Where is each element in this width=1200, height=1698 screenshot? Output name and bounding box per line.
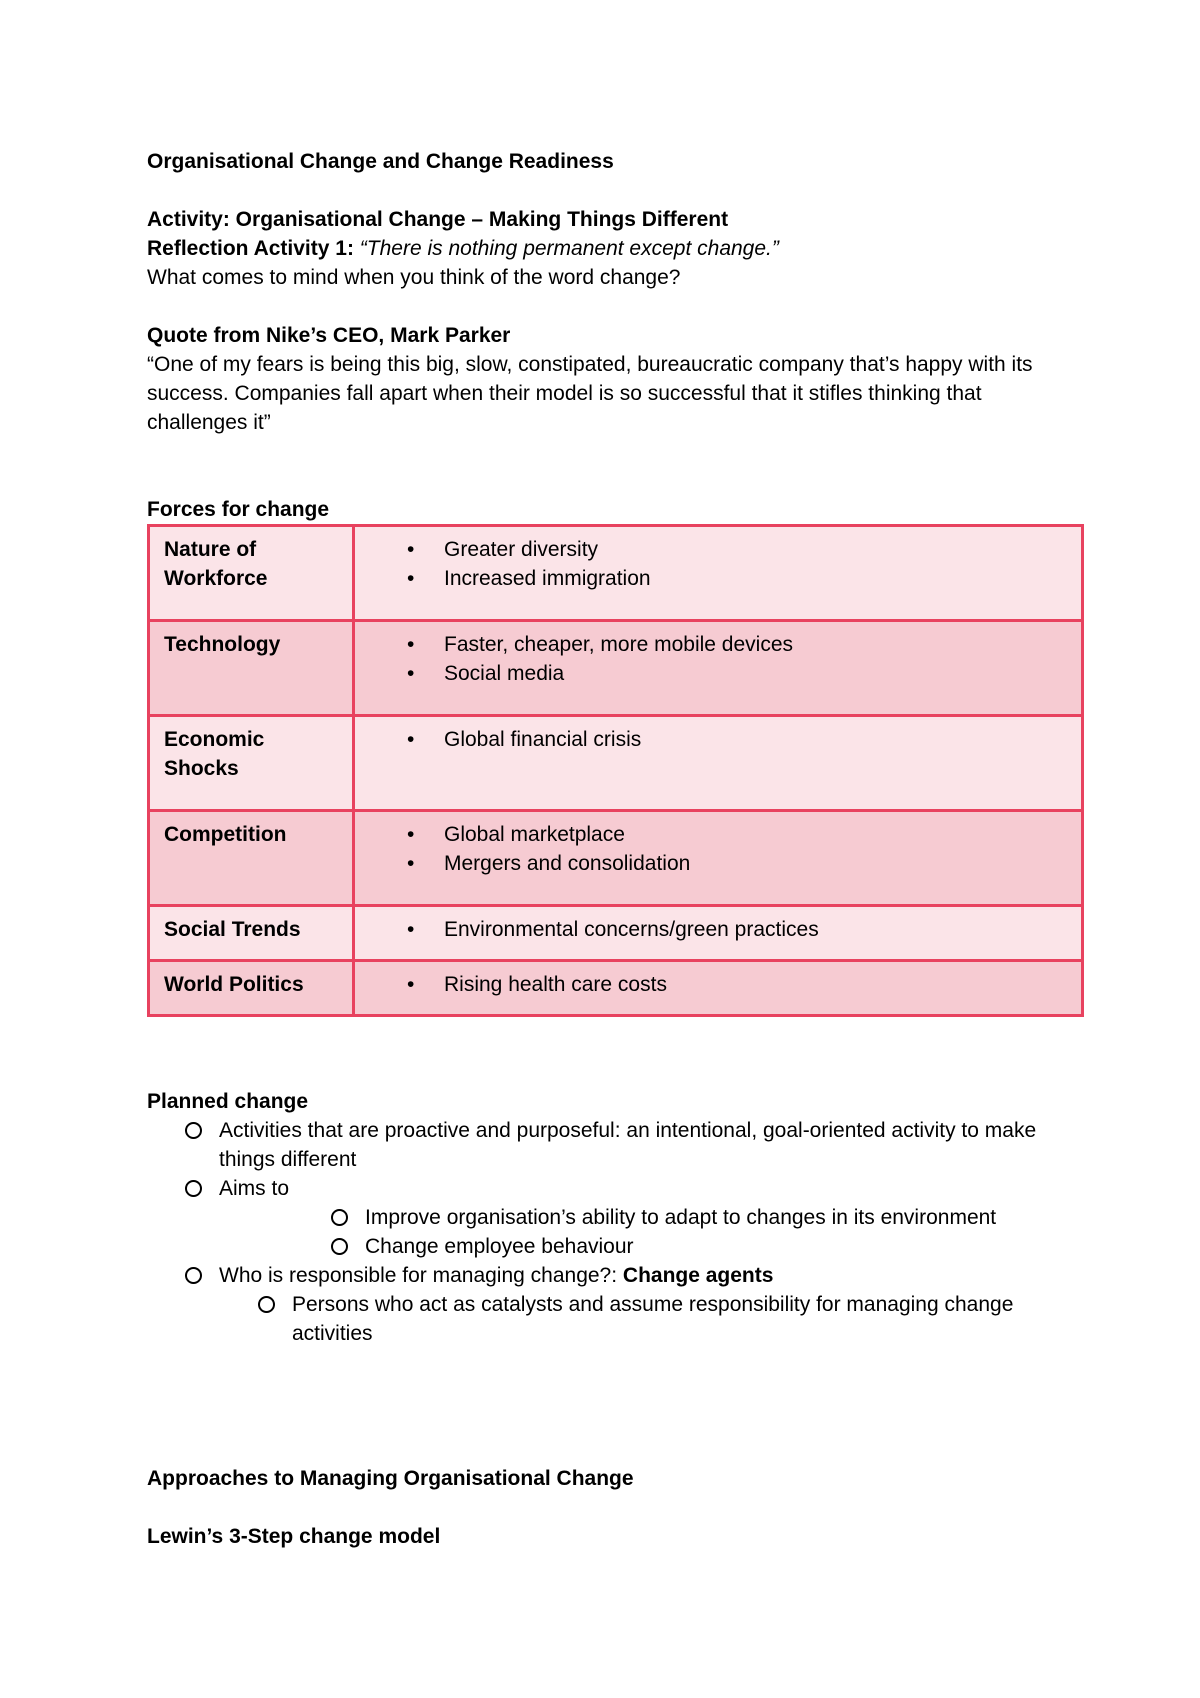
list-item: • Increased immigration xyxy=(407,564,1067,593)
table-row xyxy=(149,906,1083,961)
list-item: Aims to xyxy=(147,1174,1062,1203)
forces-heading: Forces for change xyxy=(147,498,330,521)
approaches-heading: Approaches to Managing Organisational Change xyxy=(147,1467,634,1490)
force-category: Social Trends xyxy=(149,906,354,961)
force-items xyxy=(354,961,1083,1016)
force-items xyxy=(354,811,1083,906)
list-item: • Social media xyxy=(407,659,1067,688)
force-items xyxy=(354,716,1083,811)
forces-table xyxy=(147,524,1084,1017)
force-items xyxy=(354,526,1083,621)
table-row xyxy=(149,526,1083,621)
table-row xyxy=(149,961,1083,1016)
lewin-heading: Lewin’s 3-Step change model xyxy=(147,1525,441,1548)
document-body xyxy=(147,147,1062,1551)
quote-text: “One of my fears is being this big, slow, constipated, bureaucratic company that’s happy with its success. Companies fall apart when their model is so successful that it stifles thinking that challenges it” xyxy=(147,353,1033,434)
list-item: Activities that are proactive and purposeful: an intentional, goal-oriented activity to make things different xyxy=(147,1116,1062,1174)
list-item: Improve organisation’s ability to adapt to changes in its environment xyxy=(147,1203,1062,1232)
reflection-label: Reflection Activity 1: xyxy=(147,237,360,260)
list-item: • Environmental concerns/green practices xyxy=(407,915,1067,944)
table-row xyxy=(149,716,1083,811)
reflection-line xyxy=(147,234,1062,263)
list-item: • Greater diversity xyxy=(407,535,1067,564)
circle-bullet-icon xyxy=(185,1180,202,1197)
force-category: World Politics xyxy=(149,961,354,1016)
list-item: • Mergers and consolidation xyxy=(407,849,1067,878)
force-items xyxy=(354,621,1083,716)
activity-heading: Activity: Organisational Change – Making Things Different xyxy=(147,208,729,231)
circle-bullet-icon xyxy=(185,1267,202,1284)
force-category: Technology xyxy=(149,621,354,716)
list-item: • Global financial crisis xyxy=(407,725,1067,754)
circle-bullet-icon xyxy=(331,1238,348,1255)
force-category: Economic Shocks xyxy=(149,716,354,811)
circle-bullet-icon xyxy=(258,1296,275,1313)
reflection-question: What comes to mind when you think of the word change? xyxy=(147,266,681,289)
list-item: Persons who act as catalysts and assume responsibility for managing change activities xyxy=(147,1290,1062,1348)
force-items xyxy=(354,906,1083,961)
list-item: Change employee behaviour xyxy=(147,1232,1062,1261)
force-category: Competition xyxy=(149,811,354,906)
reflection-quote: “There is nothing permanent except change.” xyxy=(359,237,779,260)
quote-heading: Quote from Nike’s CEO, Mark Parker xyxy=(147,324,511,347)
circle-bullet-icon xyxy=(331,1209,348,1226)
table-row xyxy=(149,811,1083,906)
list-item: Who is responsible for managing change?: Change agents xyxy=(147,1261,1062,1290)
list-item: • Rising health care costs xyxy=(407,970,1067,999)
force-category: Nature of Workforce xyxy=(149,526,354,621)
table-row xyxy=(149,621,1083,716)
list-item: • Faster, cheaper, more mobile devices xyxy=(407,630,1067,659)
planned-change-list xyxy=(147,1116,1062,1348)
document-title: Organisational Change and Change Readiness xyxy=(147,150,614,173)
circle-bullet-icon xyxy=(185,1122,202,1139)
list-item: • Global marketplace xyxy=(407,820,1067,849)
planned-change-heading: Planned change xyxy=(147,1090,309,1113)
